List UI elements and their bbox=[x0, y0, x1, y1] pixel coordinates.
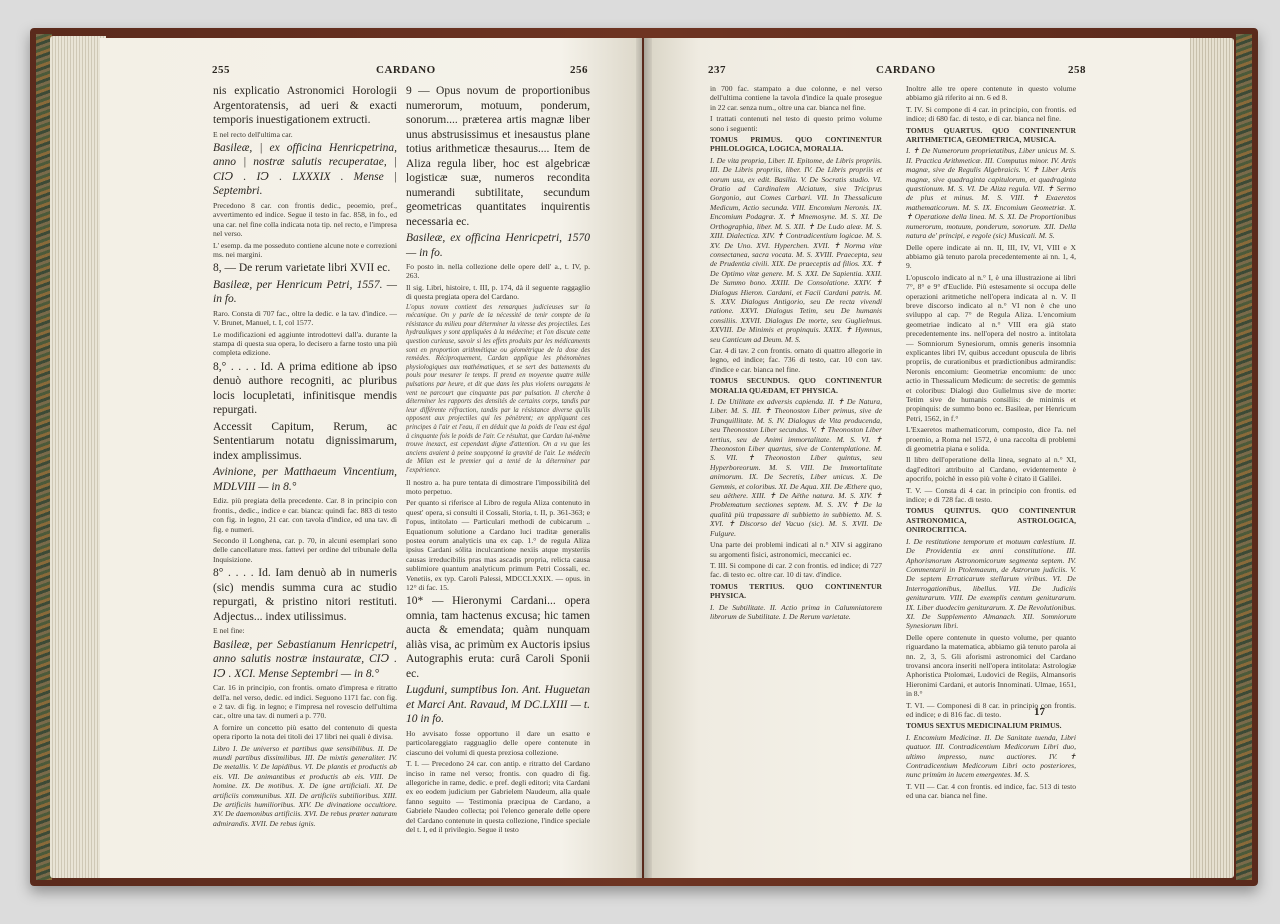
text-paragraph: I. De vita propria, Liber. II. Epitome, de Libris propriis. III. De Libris propriis, liber. IV. De Libris propriis et eorum usu, ex edit. Basilia. V. De Socratis studio. VI. Oratio ad Cardinalem Alciatum, sive Triciprus Gorgonio, aut Comes Carbari. VII. In Thessalicum Medicum, Actio secunda. VIII. Encomium Neronis. IX. Encomium Podagræ. X. ✝ Mnemosyne. M. S. XI. De Orthographia, liber. M. S. XII. ✝ De Ludo aleæ. M. S. XIII. Dialectica. XIV. ✝ Contradicentium logicae. M. S. XV. De Uno. XVI. Hyperchen. XVII. ✝ Norma vitæ consectanea, sacra vocata. M. S. XVIII. Praecepta, seu de Prudentia civili. XIX. De praeceptis ad filios. XX. ✝ De Optimo vitæ genere. M. S. XXI. De Sapientia. XXII. De Summo bono. XXIII. De Consolatione. XXIV. ✝ Dialogus Hieron. Cardani, et Facii Cardani patris. M. S. XXV. Dialogus Antigorio, seu De recta vivendi ratione. XXVI. Dialogus Tetim, seu De humanis consiliis. XXVII. Dialogus De morte, seu Guglielmus. XXVIII. De Minimis et propinquis. XXIX. ✝ Hymnus, seu Canticum ad Deum. M. S. bbox=[710, 155, 882, 344]
text-paragraph: I. Encomium Medicinæ. II. De Sanitate tuenda, Libri quatuor. III. Contradicentium Medicorum Libri duo, ultimo impresso, nunc auctiores. IV. ✝ Contradicentium Medicorum Libri octo posteriores, nunc primùm in lucem emergentes. M. S. bbox=[906, 732, 1076, 780]
text-paragraph: Delle opere contenute in questo volume, per quanto riguardano la matematica, abbiamo già tenuto parola ai nn. 2, 3, 5. Gli aforismi astronomici del Cardano trovansi ancora inseriti nell'opera intitolata: Astrologiæ Aphoristica Ptolomæi, Ludovici de Regiis, Almansoris Hieronimi Cardani, et autoris Innominati. Ulmae, 1651, in 8.° bbox=[906, 632, 1076, 699]
text-paragraph: I. De Utilitate ex adversis capienda. II. ✝ De Natura, Liber. M. S. III. ✝ Theonoston Liber primus, sive de Tranquillitate. M. S. IV. Dialogus de Vita producenda, seu Theonoston Liber secundus. V. ✝ Theonoston Liber tertius, seu de Animi immortalitate. M. S. VI. ✝ Theonoston Liber quartus, sive de Contemplatione. M. S. VII. ✝ Theonoston Liber quintus, seu Hyperboreorum. M. S. VIII. De Immortalitate animorum. IX. De Secretis, Liber unicus. X. De Gemmis, et coloribus. XI. De Aqua. XII. De Æthere quo, seu aëthere. XIII. ✝ De Aëthe natura. M. S. XIV. ✝ Problematum sectiones septem. M. S. XV. ✝ De la qualità più trapassare di subbietto in subbietto. M. S. XVI. ✝ Discorso del Vacuo (sic). M. S. XVII. De Fulgure. bbox=[710, 397, 882, 538]
text-paragraph: Basileæ, ex officina Henricpetri, 1570 — in fo. bbox=[406, 232, 590, 259]
text-paragraph: I. De Subtilitate. II. Actio prima in Calumniatorem librorum de Subtilitate. I. De Rerum varietate. bbox=[710, 602, 882, 621]
left-page-column-2 bbox=[406, 84, 590, 834]
text-paragraph: TOMUS TERTIUS. QUO CONTINENTUR PHYSICA. bbox=[710, 581, 882, 601]
text-paragraph: 10* — Hieronymi Cardani... opera omnia, tam hactenus excusa; hic tamen aucta & emendata; quàm nunquam aliàs visa, ac primùm ex Auctoris ipsius Autographis eruta: curâ Caroli Sponii ec. bbox=[406, 595, 590, 680]
book-gutter bbox=[636, 38, 652, 878]
text-paragraph: Lugduni, sumptibus Ion. Ant. Huguetan et Marci Ant. Ravaud, M DC.LXIII — t. 10 in fo. bbox=[406, 684, 590, 726]
text-paragraph: L' esemp. da me posseduto contiene alcune note e correzioni ms. nei margini. bbox=[213, 240, 397, 259]
page-stack-right bbox=[1188, 38, 1234, 878]
text-paragraph: Il libro dell'operatione della linea, segnato al n.° XI, dagl'editori attribuito al Cardano, evidentemente è apocrifo, poichè in esso più volte è citato il Galilei. bbox=[906, 455, 1076, 484]
text-paragraph: Una parte dei problemi indicati al n.° XIV si aggirano su argomenti fisici, astronomici, meccanici ec. bbox=[710, 540, 882, 559]
text-paragraph: 8,° . . . . Id. A prima editione ab ipso denuò authore recogniti, ac pluribus locis locupletati, infinitisque mendis repurgati. bbox=[213, 360, 397, 417]
text-paragraph: TOMUS SEXTUS MEDICINALIUM PRIMUS. bbox=[906, 721, 1062, 731]
text-paragraph: T. III. Si compone di car. 2 con frontis. ed indice; di 727 fac. di testo ec. oltre car. 10 di tav. d'indice. bbox=[710, 560, 882, 580]
text-paragraph: Car. 4 di tav. 2 con frontis. ornato di quattro allegorie in legno, ed indice; fac. 736 di testo, car. 10 con tav. d'indice e car. bianca nel fine. bbox=[710, 345, 882, 374]
text-paragraph: Ho avvisato fosse opportuno il dare un esatto e particolareggiato ragguaglio delle opere contenute in ciascuno dei volumi di questa preziosa collezione. bbox=[406, 728, 590, 757]
text-paragraph: I trattati contenuti nel testo di questo primo volume sono i seguenti: bbox=[710, 114, 882, 133]
text-paragraph: 9 — Opus novum de proportionibus numerorum, motuum, ponderum, sonorum.... præterea artis magnæ liber unus abstrusissimus et inesaustus plane totius arithmeticæ thesaurus.... Item de Aliza regula liber, hoc est algebricæ logisticæ suæ, numeros recondita numerandi subtilitate, secundum geometricas quantitates inquirentis necessaria ec. bbox=[406, 85, 590, 228]
text-paragraph: Accessit Capitum, Rerum, ac Sententiarum notatu dignissimarum, index amplissimus. bbox=[213, 420, 397, 462]
text-paragraph: I. ✝ De Numerorum proprietatibus, Liber unicus M. S. II. Practica Arithmeticæ. III. Computus minor. IV. Artis magnæ, sive de Regulis Algebraicis. V. ✝ Liber Artis magnæ, sive quadraginta capitulorum, et quadraginta quæstionum. M. S. VI. De Aliza regula. VII. ✝ Sermo de plus et minus. M. S. VIII. ✝ Exaeretos mathematicorum. M. S. IX. Encomium Geometriæ. X. ✝ Operatione della linea. M. S. XI. De Proportionibus numerorum, motuum, ponderum, sonorum. XII. Della natura de' principi, e regole (sic) Musicali. M. S. bbox=[906, 146, 1076, 241]
text-paragraph: Il sig. Libri, histoire, t. III, p. 174, dà il seguente raggaglio di questa pregiata opera del Cardano. bbox=[406, 282, 590, 302]
text-paragraph: Basileæ, | ex officina Henricpetrina, anno | nostræ salutis recuperatae, | CIↃ . IↃ . LXXXIX . Mense | Septembri. bbox=[213, 141, 397, 198]
text-paragraph: nis explicatio Astronomici Horologii Argentoratensis, ad ueri & exacti temporis inuestigationem extructi. bbox=[213, 85, 397, 126]
text-paragraph: T. V. — Consta di 4 car. in principio con frontis. ed indice; e di 728 fac. di testo. bbox=[906, 485, 1076, 505]
signature-mark: 17 bbox=[1034, 706, 1045, 718]
text-paragraph: I. De restitutione temporum et motuum cœlestium. II. De Providentia ex anni constitutione. III. Aphorismorum Astronomicorum segmenta septem. IV. Commentarii in Ptolemaeum, de Astrorum judiciis. V. De septem Erraticarum stellarum viribus. VI. De Interrogationibus, libellus. VII. De Judiciis geniturarum. VIII. De exemplis centum geniturarum. IX. Liber duodecim geniturarum. X. De Revolutionibus. XI. De Supplemento Almanach. XII. Somniorum Synesiorum libri. bbox=[906, 536, 1076, 631]
text-paragraph: TOMUS QUINTUS. QUO CONTINENTUR ASTRONOMICA, ASTROLOGICA, ONIROCRITICA. bbox=[906, 506, 1076, 535]
text-paragraph: 8, — De rerum varietate libri XVII ec. bbox=[213, 262, 391, 275]
page-number: 256 bbox=[570, 64, 588, 76]
text-paragraph: E nel fine: bbox=[213, 626, 245, 636]
text-paragraph: Basileæ, per Sebastianum Henricpetri, anno salutis nostræ instauratæ, CIↃ . IↃ . XCI. Mense Septembri — in 8.° bbox=[213, 638, 397, 680]
page-number: 255 bbox=[212, 64, 230, 76]
text-paragraph: T. IV. Si compone di 4 car. in principio, con frontis. ed indice; di 680 fac. di testo, e di car. bianca nel fine. bbox=[906, 104, 1076, 124]
text-paragraph: Libro I. De universo et partibus quæ sensibilibus. II. De mundi partibus dissimilibus. III. De mixtis generaliter. IV. De metallis. V. De lapidibus. VI. De plantis et productis ab eis. VII. De animantibus et productis ab eis. VIII. De homine. IX. De motibus. X. De igne artificiali. XI. De artificiis communibus. XII. De artificiis subtilioribus. XIII. De artificiis humilioribus. XIV. De divinatione occultiore. XV. De daemonibus artificiis. XVI. De rebus præter naturam admirandis. XVII. De rebus ignis. bbox=[213, 743, 397, 828]
text-paragraph: in 700 fac. stampato a due colonne, e nel verso dell'ultima contiene la tavola d'indice la quale prosegue in 22 car. senza num., oltre una car. bianca nel fine. bbox=[710, 84, 882, 112]
text-paragraph: TOMUS QUARTUS. QUO CONTINENTUR ARITHMETICA, GEOMETRICA, MUSICA. bbox=[906, 125, 1076, 145]
text-paragraph: Basileæ, per Henricum Petri, 1557. — in fo. bbox=[213, 278, 397, 306]
text-paragraph: Il nostro a. ha pure tentata di dimostrare l'impossibilità del moto perpetuo. bbox=[406, 477, 590, 496]
text-paragraph: TOMUS SECUNDUS. QUO CONTINENTUR MORALIA QUÆDAM, ET PHYSICA. bbox=[710, 376, 882, 395]
marbled-edge-right bbox=[1236, 34, 1252, 880]
text-paragraph: Fo posto in. nella collezione delle opere dell' a., t. IV, p. 263. bbox=[406, 262, 590, 281]
text-paragraph: A fornire un concetto più esatto del contenuto di questa opera riporto la nota dei titoli dei 17 libri nei quali è divisa. bbox=[213, 722, 397, 742]
text-paragraph: L'opuscolo indicato al n.° I, è una illustrazione ai libri 7°, 8° e 9° d'Euclide. Più estesamente si occupa delle operazioni aritmetiche nell'opera indicata al n. V. Il breve discorso indicato al n.° VI non è che uno sviluppo al cap. 7° de Regula Aliza. L'encomium geometriae indicato al n.° VIII era già stato precedentemente ins. nell'opera del nostro a. intitolata — Somniorum Synesiorum, omnis generis insomnia explicantes libri IV, quibus accedunt opuscula de libris propriis, de curationibus et prædictionibus admirandis: Neronis encomium: Geometriæ encomium: de uno: actio in Thessalicum Medicum: de secretis: de gemmis et coloribus: Dialogi duo Gulielmus sive de morte: Tetim sive de humanis consiliis: de minimis et propinquis: de summo bono ec. Basileæ, per Henricum Petri, 1562, in f.° bbox=[906, 272, 1076, 423]
text-paragraph: Delle opere indicate ai nn. II, III, IV, VI, VIII e X abbiamo già tenuto parola precedentemente ai nn. 1, 4, 9. bbox=[906, 242, 1076, 271]
running-title: CARDANO bbox=[876, 64, 936, 76]
text-paragraph: L'Exaeretos mathematicorum, composto, dice l'a. nel proemio, a Roma nel 1572, è una raccolta di problemi di geometria piana e solida. bbox=[906, 425, 1076, 454]
text-paragraph: Secondo il Longhena, car. p. 70, in alcuni esemplari sono delle cancellature mss. fattevi per ordine del tribunale della Inquisizione. bbox=[213, 536, 397, 564]
text-paragraph: T. VI. — Componesi di 8 car. in principio con frontis. ed indice; e di 816 fac. di testo. bbox=[906, 700, 1076, 719]
text-paragraph: L'opus novum contient des remarques judicieuses sur la mécanique. On y parle de la nécessité de tenir compte de la résistance du milieu pour déterminer la vitesse des projectiles. Les hydrauliques y sont appliquées à la médecine; et l'on discute cette question curieuse, savoir si les effets produits par les médicaments sont en proportion arithmétique ou géométrique de la dose des remèdes. Réciproquement, Cardan applique les phénomènes physiologiques aux mathématiques, et se sert des battements du pouls pour mesurer le temps. Il prend en moyenne quatre mille pulsations par heure, et dit que dans les plus violens ouragans le vent ne parcourt que cinquante pas par pulsation. Il cherche à déterminer les rapports des densités de certains corps, tandis par leur différente réfraction, tandis par la résistance diverse qu'ils opposent aux projectiles qui les pénètrent; en appliquant ces principes à l'air et l'eau, il en déduit que la poids de l'eau est égal à cinquante fois le poids de l'air. Ce résultat, que Cardan lui-même trouve inexact, est cependant digne d'attention. On a vu que les anciens avaient à peine soupçonné la gravité de l'air. Le médecin de Milan est le premier qui a tenté de la déterminer par l'expérience. bbox=[406, 303, 590, 474]
text-paragraph: Le modificazioni ed aggiunte introdottevi dall'a. durante la stampa di questa sua opera, lo decisero a farne tosto una più completa edizione. bbox=[213, 329, 397, 358]
text-paragraph: Per quanto si riferisce al Libro de regula Aliza contenuto in quest' opera, si consulti il Cossali, Storia, t. II, p. 361-363; e l'opus, intitolato — Particulari methodi de cubicarum .. Equationum solutione a Cardano luci traditæ generalis postea eorum analyticis una ex cap. 1.° de regula Aliza ipsius Cardani sólita inculcantione nexiis atque mysteriis causas irreducibilis pras mas ascadis propria, relicta causa sublimiore quantum analyticum primum Petri Cossali, ec. Venetiis, ex typ. Caroli Palessi, MDCCLXXIX. — opus. in 12° di fac. 15. bbox=[406, 498, 590, 592]
text-paragraph: Precedono 8 car. con frontis dedic., peoemio, pref., avvertimento ed indice. Segue il testo in fac. 858, in fo., ed una car. nel fine colla indicata nota tip. nel recto, e l'impresa nel verso. bbox=[213, 200, 397, 239]
text-paragraph: Avinione, per Matthaeum Vincentium, MDLVIII — in 8.° bbox=[213, 466, 397, 493]
text-paragraph: T. VII — Car. 4 con frontis. ed indice, fac. 513 di testo ed una car. bianca nel fine. bbox=[906, 781, 1076, 801]
page-number: 258 bbox=[1068, 64, 1086, 76]
right-page-column-1 bbox=[710, 84, 882, 706]
page-number: 237 bbox=[708, 64, 726, 76]
text-paragraph: Ediz. più pregiata della precedente. Car. 8 in principio con frontis., dedic., indice e car. bianca: quindi fac. 883 di testo con fig. in legno, 21 car. con tavola d'indice, ed una tav. di fig. e numeri. bbox=[213, 496, 397, 534]
text-paragraph: E nel recto dell'ultima car. bbox=[213, 129, 293, 139]
left-page-column-1 bbox=[213, 84, 397, 828]
text-paragraph: Inoltre alle tre opere contenute in questo volume abbiamo già riferito ai nn. 6 ed 8. bbox=[906, 84, 1076, 103]
text-paragraph: Raro. Consta di 707 fac., oltre la dedic. e la tav. d'indice. — V. Brunet, Manuel, t. I, col 1577. bbox=[213, 308, 397, 328]
page-stack-left bbox=[50, 36, 106, 878]
running-title: CARDANO bbox=[376, 64, 436, 76]
text-paragraph: T. I. — Precedono 24 car. con antip. e ritratto del Cardano inciso in rame nel verso; frontis. con quadro di fig. allegoriche in rame, dedic. e pref. degli editori; vita Cardani ex eo eodem judicium per Gabrielem Naudeum, alla quale fanno seguito — Testimonia præcipua de Cardano, a Gabriele Naudeo collecta; poi l'elenco generale delle opere del Cardano contenute in questa collezione, l'indice speciale del t. I, ed il privilegio. Segue il testo bbox=[406, 759, 590, 834]
text-paragraph: Car. 16 in principio, con frontis. ornato d'impresa e ritratto dell'a. nel verso, dedic. ed indici. Seguono 1171 fac. con fig. e 2 tav. di fig. in legno; e l'impresa nel rovescio dell'ultima car., oltre una tav. di numeri a p. 770. bbox=[213, 683, 397, 721]
text-paragraph: 8° . . . . Id. Iam denuò ab in numeris (sic) mendis summa cura ac studio repurgati, & pristino nitori restituti. Adjectus... index utilissimus. bbox=[213, 567, 397, 623]
text-paragraph: TOMUS PRIMUS. QUO CONTINENTUR PHILOLOGICA, LOGICA, MORALIA. bbox=[710, 135, 882, 154]
